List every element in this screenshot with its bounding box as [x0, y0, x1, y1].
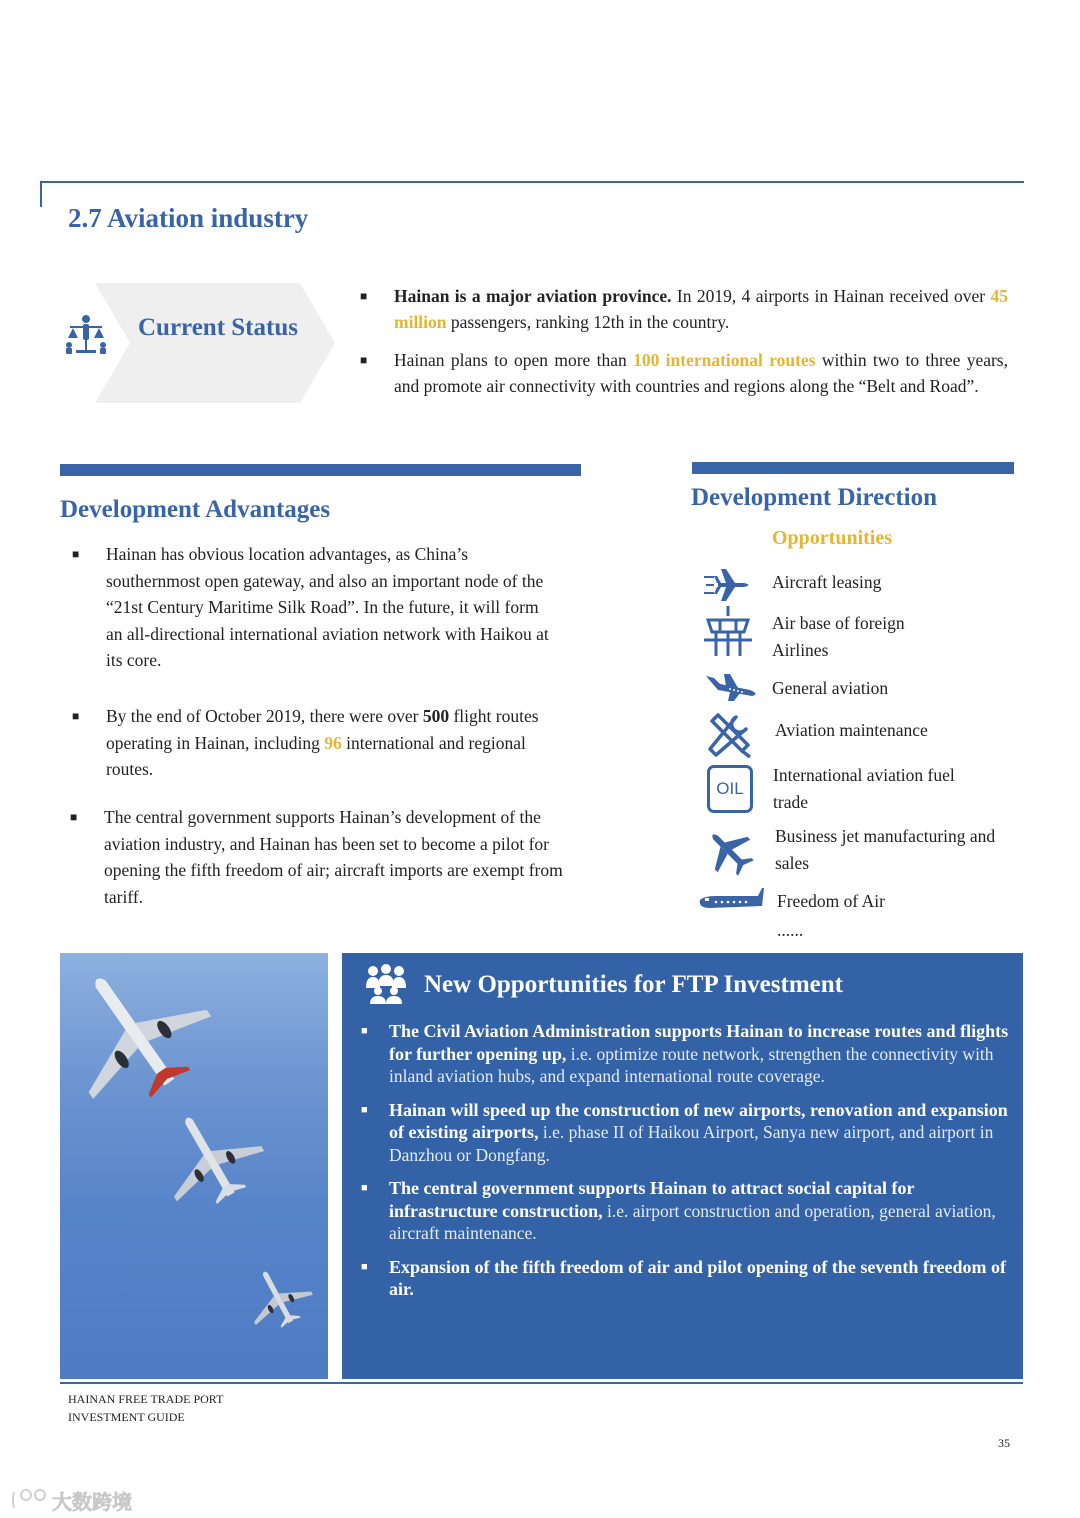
footer-rule — [60, 1382, 1023, 1384]
item-text: i.e. optimize route network, strengthen the connectivity with inland aviation hubs, and expand international route coverage. — [389, 1043, 994, 1086]
opportunity-fuel-trade: International aviation fuel trade — [773, 765, 955, 812]
item-text: In 2019, 4 airports in Hainan received over — [671, 286, 991, 306]
opportunity-general-aviation: General aviation — [772, 678, 889, 698]
bullet: ■ — [361, 1025, 368, 1037]
opportunity-aircraft-leasing: Aircraft leasing — [772, 572, 882, 592]
bullet: ■ — [360, 289, 368, 303]
item-text: By the end of October 2019, there were over — [106, 706, 423, 726]
item-bold: 500 — [422, 706, 450, 726]
bullet: ■ — [361, 1103, 368, 1116]
control-tower-icon — [704, 606, 752, 658]
airplane-1 — [60, 953, 230, 1125]
highlight-value: 96 — [324, 732, 342, 753]
scales-people-icon — [64, 312, 108, 356]
advantages-title: Development Advantages — [60, 496, 331, 523]
page-title: 2.7 Aviation industry — [68, 203, 309, 233]
watermark-text: 大数跨境 — [52, 1490, 132, 1514]
item-text: flight routes operating in Hainan, including — [106, 706, 539, 753]
list-item — [361, 1020, 1013, 1088]
opportunity-air-base: Air base of foreign Airlines — [772, 613, 905, 660]
item-bold: Hainan will speed up the construction of new airports, renovation and expansion of existing airports, — [389, 1099, 1008, 1142]
airplane-2 — [143, 1093, 275, 1221]
oil-barrel-icon: OIL — [707, 765, 753, 813]
list-item — [360, 283, 1008, 335]
list-item — [361, 1256, 1013, 1301]
watermark-logo — [10, 1486, 150, 1514]
item-text: Hainan has obvious location advantages, as China’s southernmost open gateway, and also an important node of the “21st Century Maritime Silk Road”. In the future, it will form an all-directional international aviation network with Haikou at its core. — [106, 544, 549, 670]
bullet: ■ — [361, 1182, 368, 1194]
item-text: i.e. airport construction and operation, general aviation, aircraft maintenance. — [389, 1200, 996, 1243]
item-text: i.e. phase II of Haikou Airport, Sanya new airport, and airport in Danzhou or Dongfang. — [389, 1122, 994, 1165]
current-status-list — [360, 283, 1008, 411]
direction-bar — [692, 462, 1014, 474]
new-opportunities-list — [361, 1020, 1013, 1312]
opportunities-subtitle: Opportunities — [772, 527, 893, 549]
footer-line-2: INVESTMENT GUIDE — [68, 1410, 185, 1424]
header-rule-tick — [40, 181, 42, 207]
opportunity-aviation-maintenance: Aviation maintenance — [775, 720, 928, 740]
item-text: within two to three years, and promote air connectivity with countries and regions along the “Belt and Road”. — [394, 350, 1008, 396]
list-item — [72, 703, 546, 783]
list-item — [361, 1177, 1013, 1245]
list-item — [72, 541, 556, 674]
airplane-3 — [235, 1257, 319, 1338]
current-status-label: Current Status — [138, 314, 298, 341]
bullet: ■ — [72, 547, 80, 561]
item-text: The central government supports Hainan’s development of the aviation industry, and Hainan has been set to become a pilot for opening the fifth freedom of air; aircraft imports are exempt from tariff. — [104, 807, 563, 907]
opportunity-freedom-of-air: Freedom of Air — [777, 891, 885, 911]
item-bold: Hainan is a major aviation province. — [394, 286, 672, 306]
header-rule — [40, 181, 1024, 183]
item-bold: Expansion of the fifth freedom of air and pilot opening of the seventh freedom of air. — [389, 1256, 1007, 1299]
list-item — [361, 1099, 1013, 1167]
list-item — [360, 347, 1008, 399]
tools-icon — [706, 711, 754, 759]
item-bold: The central government supports Hainan to attract social capital for infrastructure construction, — [389, 1178, 915, 1221]
people-group-icon — [364, 964, 408, 1004]
list-item — [70, 804, 564, 910]
bullet: ■ — [361, 1260, 368, 1273]
item-text: Hainan plans to open more than — [394, 350, 634, 370]
opportunity-business-jet: Business jet manufacturing and sales — [775, 826, 996, 873]
footer-publication — [68, 1390, 223, 1426]
bullet: ■ — [72, 709, 80, 723]
highlight-value: 45 million — [394, 286, 1008, 332]
airplanes-photo — [60, 953, 328, 1379]
item-text: passengers, ranking 12th in the country. — [446, 312, 730, 332]
item-bold: The Civil Aviation Administration supports Hainan to increase routes and flights for further opening up, — [389, 1021, 1009, 1064]
opportunity-more: ...... — [777, 920, 804, 940]
highlight-value: 100 international routes — [633, 350, 816, 370]
airplane-takeoff-icon — [704, 670, 760, 702]
airliner-side-icon — [696, 888, 764, 914]
page-number: 35 — [998, 1436, 1010, 1450]
bullet: ■ — [70, 810, 78, 824]
advantages-bar — [60, 464, 581, 476]
direction-title: Development Direction — [691, 484, 938, 511]
footer-line-1: HAINAN FREE TRADE PORT — [68, 1392, 224, 1406]
item-text: international and regional routes. — [106, 732, 526, 779]
airplane-fast-icon — [704, 566, 754, 604]
bullet: ■ — [360, 353, 368, 367]
jet-icon — [704, 826, 754, 876]
new-opportunities-title: New Opportunities for FTP Investment — [424, 971, 843, 998]
status-chevron — [95, 283, 335, 403]
